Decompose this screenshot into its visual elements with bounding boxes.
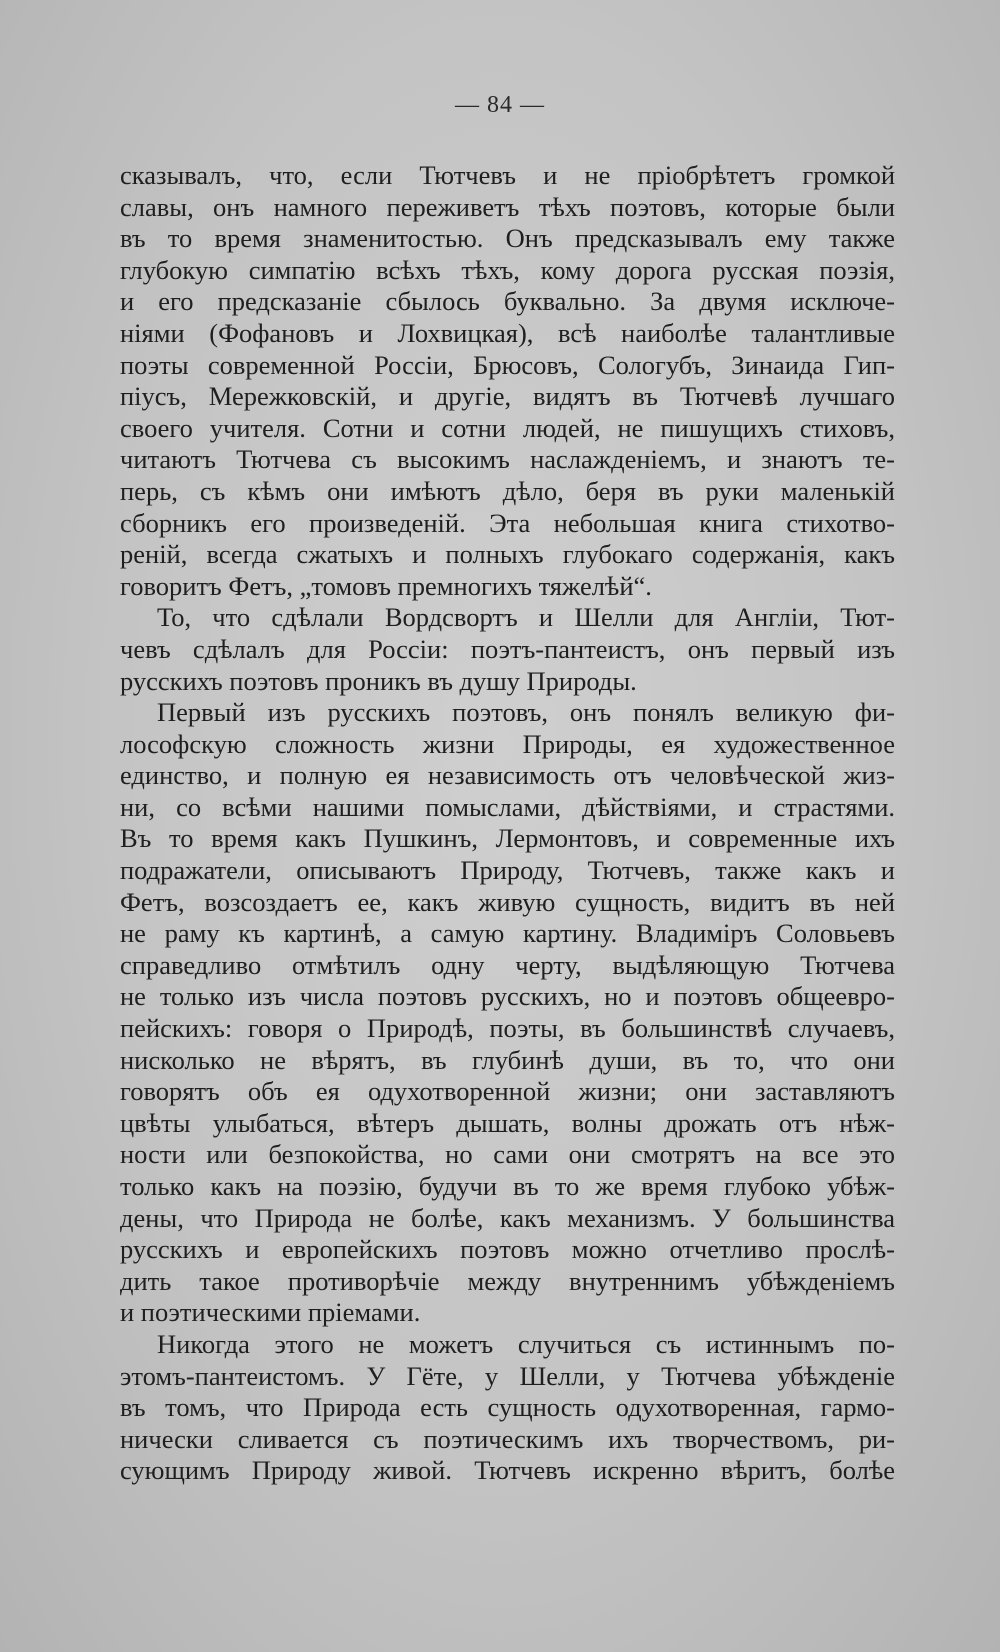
text-line: говоритъ Фетъ, „томовъ премногихъ тяжелѣй“. (120, 570, 652, 601)
text-line: піусъ, Мережковскій, и другіе, видятъ въ Тютчевѣ лучшаго (120, 381, 895, 412)
text-line: дить такое противорѣчіе между внутреннимъ убѣжденіемъ (120, 1265, 895, 1296)
page-number: — 84 — (455, 92, 545, 118)
text-line: русскихъ и европейскихъ поэтовъ можно отчетливо прослѣ- (120, 1234, 895, 1265)
text-line: не только изъ числа поэтовъ русскихъ, но и поэтовъ общеевро- (120, 981, 895, 1012)
text-line: читаютъ Тютчева съ высокимъ наслажденіемъ, и знаютъ те- (120, 444, 895, 475)
text-line: въ томъ, что Природа есть сущность одухотворенная, гармо- (120, 1392, 895, 1423)
text-line: дены, что Природа не болѣе, какъ механизмъ. У большинства (120, 1202, 895, 1233)
text-line: нически сливается съ поэтическимъ ихъ творчествомъ, ри- (120, 1423, 895, 1454)
text-line: цвѣты улыбаться, вѣтеръ дышать, волны дрожать отъ нѣж- (120, 1107, 895, 1138)
text-line: ни, со всѣми нашими помыслами, дѣйствіями, и страстями. (120, 791, 895, 822)
text-line: сказывалъ, что, если Тютчевъ и не пріобрѣтетъ громкой (120, 160, 895, 190)
text-line: ніями (Фофановъ и Лохвицкая), всѣ наиболѣе талантливые (120, 317, 895, 348)
text-line: лософскую сложность жизни Природы, ея художественное (120, 728, 895, 759)
text-line: Фетъ, возсоздаетъ ее, какъ живую сущность, видитъ въ ней (120, 886, 895, 917)
text-line: говорятъ объ ея одухотворенной жизни; они заставляютъ (120, 1076, 895, 1107)
paragraph-2 (120, 602, 895, 697)
text-line: пейскихъ: говоря о Природѣ, поэты, въ большинствѣ случаевъ, (120, 1013, 895, 1044)
text-line: своего учителя. Сотни и сотни людей, не пишущихъ стиховъ, (120, 412, 895, 443)
text-line: въ то время знаменитостью. Онъ предсказывалъ ему также (120, 223, 895, 254)
text-line: глубокую симпатію всѣхъ тѣхъ, кому дорога русская поэзія, (120, 254, 895, 285)
text-line: справедливо отмѣтилъ одну черту, выдѣляющую Тютчева (120, 949, 895, 980)
paragraph-3 (120, 697, 895, 1329)
text-line: нисколько не вѣрятъ, въ глубинѣ души, въ то, что они (120, 1044, 895, 1075)
text-line: Никогда этого не можетъ случиться съ истиннымъ по- (157, 1328, 895, 1359)
text-line: русскихъ поэтовъ проникъ въ душу Природы. (120, 665, 637, 696)
text-line: чевъ сдѣлалъ для Россіи: поэтъ-пантеистъ, онъ первый изъ (120, 633, 895, 664)
text-line: То, что сдѣлали Вордсвортъ и Шелли для Англіи, Тют- (157, 602, 895, 633)
page-body-text (120, 160, 895, 1487)
text-line: славы, онъ намного переживетъ тѣхъ поэтовъ, которые были (120, 191, 895, 222)
text-line: перь, съ кѣмъ они имѣютъ дѣло, беря въ руки маленькій (120, 475, 895, 506)
paragraph-1 (120, 160, 895, 602)
text-line: сующимъ Природу живой. Тютчевъ искренно вѣритъ, болѣе (120, 1455, 895, 1486)
text-line: этомъ-пантеистомъ. У Гёте, у Шелли, у Тютчева убѣжденіе (120, 1360, 895, 1391)
text-line: поэты современной Россіи, Брюсовъ, Сологубъ, Зинаида Гип- (120, 349, 895, 380)
text-line: Въ то время какъ Пушкинъ, Лермонтовъ, и современные ихъ (120, 823, 895, 854)
text-line: ности или безпокойства, но сами они смотрятъ на все это (120, 1139, 895, 1170)
text-line: не раму къ картинѣ, а самую картину. Владиміръ Соловьевъ (120, 918, 895, 949)
text-line: сборникъ его произведеній. Эта небольшая книга стихотво- (120, 507, 895, 538)
text-line: и поэтическими пріемами. (120, 1297, 421, 1328)
text-line: только какъ на поэзію, будучи въ то же время глубоко убѣж- (120, 1171, 895, 1201)
text-line: Первый изъ русскихъ поэтовъ, онъ понялъ великую фи- (157, 697, 895, 728)
text-line: и его предсказаніе сбылось буквально. За двумя исключе- (120, 286, 895, 317)
text-line: реній, всегда сжатыхъ и полныхъ глубокаго содержанія, какъ (120, 539, 895, 570)
text-line: подражатели, описываютъ Природу, Тютчевъ, также какъ и (120, 855, 895, 886)
text-line: единство, и полную ея независимость отъ человѣческой жиз- (120, 760, 895, 791)
paragraph-4 (120, 1329, 895, 1487)
